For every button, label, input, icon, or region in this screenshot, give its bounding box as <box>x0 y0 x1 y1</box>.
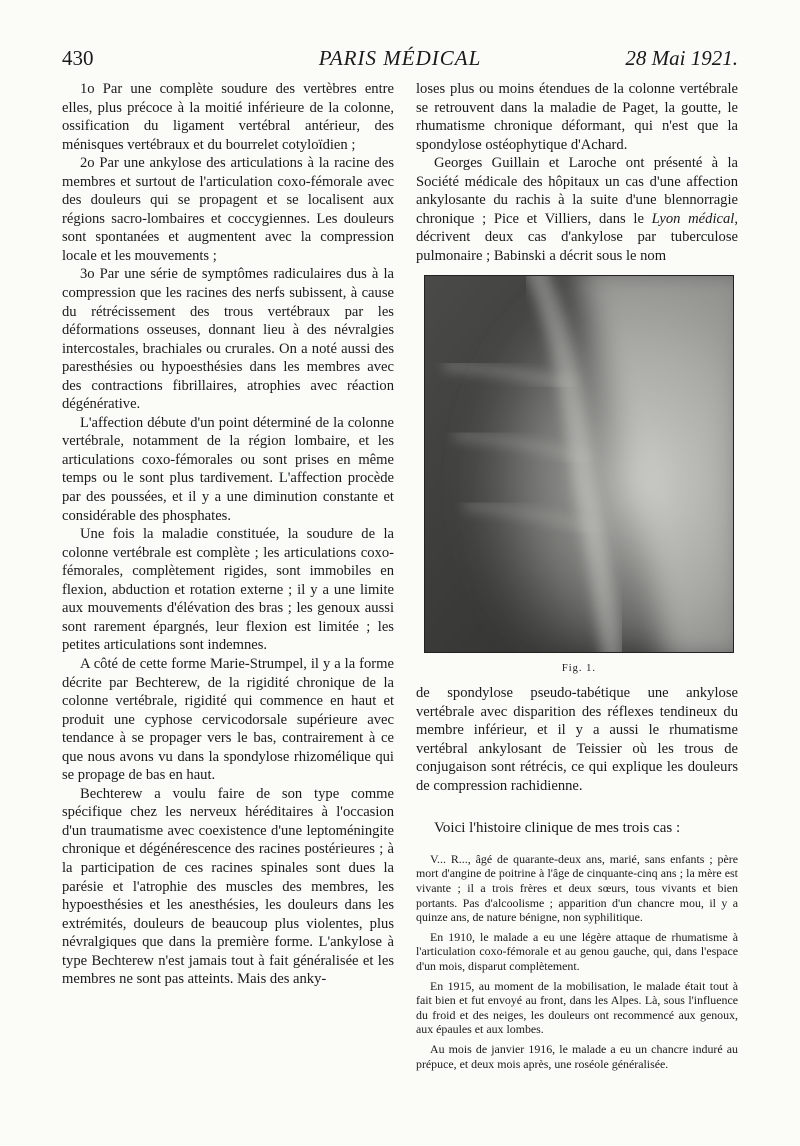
paragraph: Une fois la maladie constituée, la soudure de la colonne vertébrale est complète ; les articulations coxo-fémorales, complètement rigides, sont immobiles en flexion, abduction et rotation externe ; il y a une limite aux mouvements d'élévation des bras ; les genoux aussi sont rarement épargnés, leur flexion est limitée ; les petites articulations sont indemnes. <box>62 526 394 654</box>
paragraph: 2o Par une ankylose des articulations à la racine des membres et surtout de l'articulation coxo-fémorale avec des douleurs qui se propagent et se localisent aux régions sacro-lombaires et coccygiennes. Les douleurs sont spontanées et augmentent avec la compression locale et les mouvements ; <box>62 155 394 264</box>
paragraph: loses plus ou moins étendues de la colonne vertébrale se retrouvent dans la maladie de Paget, la goutte, le rhumatisme chronique déformant, qui n'est que la spondylose ostéophytique d'Achard. <box>416 81 738 153</box>
radiograph-figure <box>424 275 734 653</box>
journal-title: PARIS MÉDICAL <box>318 46 482 70</box>
running-header <box>62 46 738 76</box>
text-run: , décrivent deux cas d'ankylose par tuberculose pulmonaire ; Babinski a décrit sous le nom <box>416 210 738 264</box>
section-intro: Voici l'histoire clinique de mes trois cas : <box>434 820 681 837</box>
paragraph: 3o Par une série de symptômes radiculaires dus à la compression que les racines des nerfs subissent, à cause du rétrécissement des trous vertébraux par les déformations osseuses, donnant lieu à des névralgies intercostales, brachiales ou crurales. On a noté aussi des paresthésies ou hypoesthésies dans les membres avec des contractions fibrillaires, atrophies avec réaction dégénérative. <box>62 266 394 413</box>
paragraph: de spondylose pseudo-tabétique une ankylose vertébrale avec disparition des réflexes tendineux du membre inférieur, et il y a aussi le rhumatisme vertébral ankylosant de Teissier où les trous de conjugaison sont rétrécis, ce qui explique les douleurs de compression rachidienne. <box>416 685 738 794</box>
paragraph <box>416 154 738 265</box>
journal-reference: Lyon médical <box>651 210 735 227</box>
case-paragraph: V... R..., âgé de quarante-deux ans, marié, sans enfants ; père mort d'angine de poitrine à l'âge de cinquante-cinq ans ; la mère est vivante ; il a trois frères et deux sœurs, tous vivants et bien portants. Pas d'alcoolisme ; apparition d'un chancre mou, il y a quinze ans, de nature bénigne, non syphilitique. <box>416 851 738 925</box>
spacer <box>416 795 738 805</box>
figure-caption: Fig. 1. <box>561 663 597 674</box>
radiograph-image <box>424 275 734 653</box>
case-paragraph: En 1915, au moment de la mobilisation, le malade était tout à fait bien et fut envoyé au front, dans les Alpes. Là, sous l'influence du froid et des neiges, les douleurs ont recommencé aux genoux, aux épaules et aux lombes. <box>416 978 738 1037</box>
right-column-top <box>416 80 738 265</box>
paragraph: Bechterew a voulu faire de son type comme spécifique chez les nerveux héréditaires à l'occasion d'un traumatisme avec coexistence d'une leptoméningite chronique et dégénérescence des racines postérieures ; à la participation de ces racines spinales sont dues la parésie et l'atrophie des muscles des membres, les hypoesthésies et les anesthésies, les douleurs dans les extrémités, douleurs de beaucoup plus violentes, plus névralgiques que dans la première forme. L'ankylose à type Bechterew n'est jamais tout à fait généralisée et les membres ne sont pas atteints. Mais des anky- <box>62 785 394 988</box>
text-run: Georges Guillain et Laroche ont présenté à la Société médicale des hôpitaux un cas d'une affection ankylosante du rachis à la suite d'une blennorragie chronique ; Pice et Villiers, dans le <box>416 155 738 227</box>
case-history <box>416 852 738 1071</box>
right-column-bottom <box>416 684 738 1071</box>
paragraph: 1o Par une complète soudure des vertèbres entre elles, plus précoce à la moitié inférieure de la colonne, ossification du ligament vertébral antérieur, des ménisques vertébraux et du bourrelet cotyloïdien ; <box>62 81 394 153</box>
paragraph: A côté de cette forme Marie-Strumpel, il y a la forme décrite par Bechterew, de la rigidité chronique de la colonne vertébrale, rigidité qui commence en haut et produit une cyphose cervicodorsale supérieure avec tendance à se propager vers le bas, contrairement à ce que nous avons vu dans la spondylose rhizomélique qui se propage de bas en haut. <box>62 655 394 784</box>
case-paragraph: Au mois de janvier 1916, le malade a eu un chancre induré au prépuce, et deux mois après, une roséole généralisée. <box>416 1041 738 1071</box>
page-number: 430 <box>62 46 94 70</box>
case-paragraph: En 1910, le malade a eu une légère attaque de rhumatisme à l'articulation coxo-fémorale et au genou gauche, qui, dans l'espace d'un mois, disparut complètement. <box>416 929 738 973</box>
issue-date: 28 Mai 1921. <box>625 46 738 70</box>
paragraph: L'affection débute d'un point déterminé de la colonne vertébrale, notamment de la région lombaire, et les articulations coxo-fémorales ou sont prises en même temps ou le sont plus tardivement. L'affection procède par des poussées, et il y a une diminution constante et considérable des phosphates. <box>62 414 394 524</box>
left-column <box>62 80 394 989</box>
